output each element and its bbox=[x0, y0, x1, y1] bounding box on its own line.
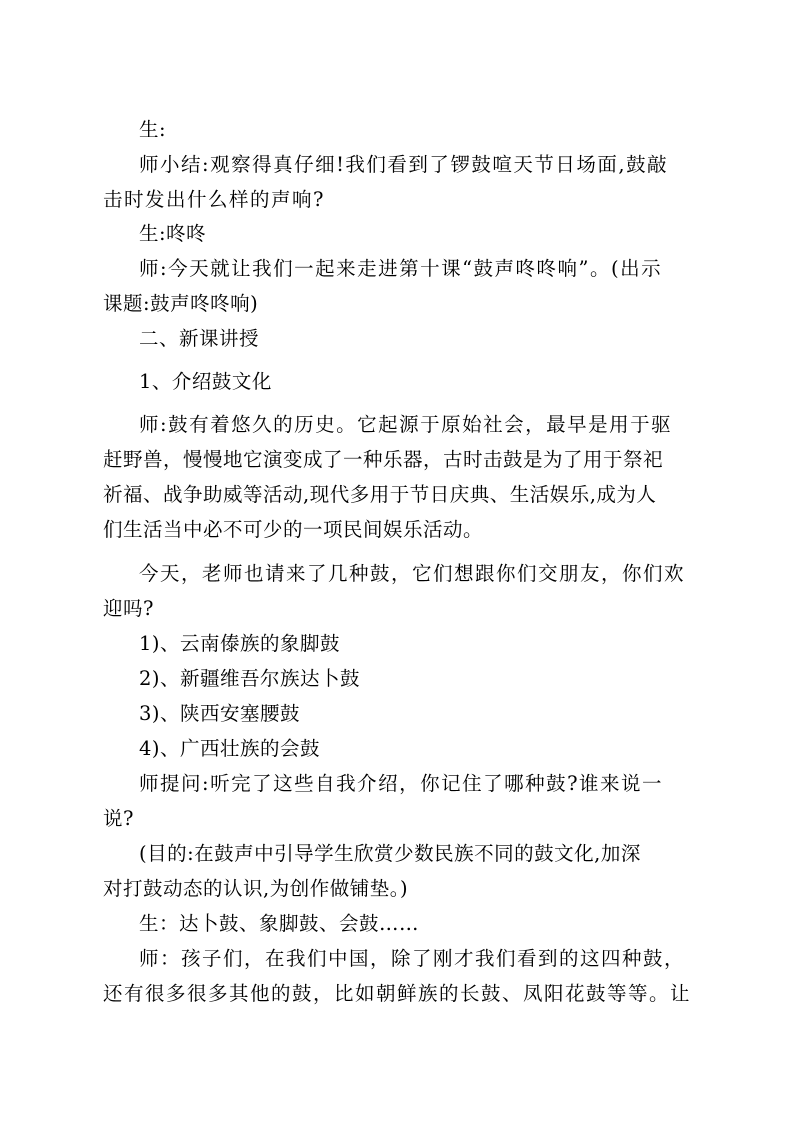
text-line: 师：孩子们，在我们中国，除了刚才我们看到的这四种鼓， bbox=[139, 947, 686, 970]
text-line: 师:鼓有着悠久的历史。它起源于原始社会，最早是用于驱 bbox=[139, 413, 673, 436]
text-line: 师:今天就让我们一起来走进第十课“鼓声咚咚响”。(出示 bbox=[139, 257, 663, 280]
list-item bbox=[103, 696, 739, 731]
text-line: (目的:在鼓声中引导学生欣赏少数民族不同的鼓文化,加深 bbox=[139, 842, 641, 865]
paragraph-teacher-question bbox=[103, 766, 703, 836]
text-line: 1)、云南傣族的象脚鼓 bbox=[139, 632, 341, 655]
text-line: 二、新课讲授 bbox=[139, 327, 260, 350]
text-line: 对打鼓动态的认识,为创作做铺垫。) bbox=[103, 877, 409, 900]
text-line: 生：达卜鼓、象脚鼓、会鼓…… bbox=[139, 912, 420, 935]
text-line: 生: bbox=[139, 118, 167, 141]
paragraph-invite bbox=[103, 556, 703, 626]
text-line: 迎吗? bbox=[103, 597, 154, 620]
text-line: 1、介绍鼓文化 bbox=[139, 370, 272, 393]
text-line: 还有很多很多其他的鼓，比如朝鲜族的长鼓、凤阳花鼓等等。让 bbox=[103, 982, 692, 1005]
text-line: 今天，老师也请来了几种鼓，它们想跟你们交朋友，你们欢 bbox=[139, 562, 686, 585]
text-line: 生:咚咚 bbox=[139, 222, 207, 245]
text-line: 赶野兽，慢慢地它演变成了一种乐器，古时击鼓是为了用于祭祀 bbox=[103, 448, 664, 471]
text-line: 4)、广西壮族的会鼓 bbox=[139, 737, 321, 760]
text-line: 祈福、战争助威等活动,现代多用于节日庆典、生活娱乐,成为人 bbox=[103, 483, 657, 506]
paragraph-teacher-intro bbox=[103, 251, 703, 321]
text-line: 课题:鼓声咚咚响) bbox=[103, 292, 259, 315]
text-line: 师提问:听完了这些自我介绍，你记住了哪种鼓?谁来说一 bbox=[139, 772, 664, 795]
text-line: 们生活当中必不可少的一项民间娱乐活动。 bbox=[103, 518, 484, 541]
text-line: 师小结:观察得真仔细!我们看到了锣鼓喧天节日场面,鼓敲 bbox=[139, 153, 669, 176]
subsection-heading bbox=[103, 364, 739, 399]
list-item bbox=[103, 731, 739, 766]
section-heading bbox=[103, 321, 739, 356]
list-item bbox=[103, 626, 739, 661]
paragraph-student-3 bbox=[103, 906, 739, 941]
paragraph-drum-history bbox=[103, 407, 703, 547]
paragraph-teacher-more-drums bbox=[103, 941, 703, 1011]
text-line: 说? bbox=[103, 807, 134, 830]
list-item bbox=[103, 661, 739, 696]
text-line: 击时发出什么样的声响? bbox=[103, 188, 325, 211]
text-line: 3)、陕西安塞腰鼓 bbox=[139, 702, 301, 725]
paragraph-teacher-summary bbox=[103, 147, 703, 217]
paragraph-student-2 bbox=[103, 216, 739, 251]
text-line: 2)、新疆维吾尔族达卜鼓 bbox=[139, 667, 361, 690]
paragraph-purpose bbox=[103, 836, 703, 906]
paragraph-student-1 bbox=[103, 112, 739, 147]
